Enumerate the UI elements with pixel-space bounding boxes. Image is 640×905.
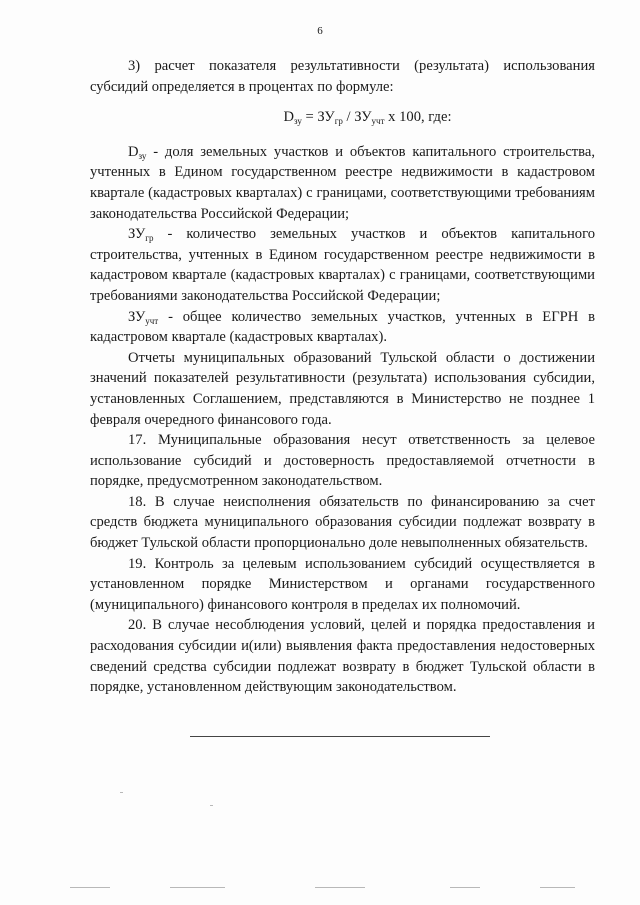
- definition-symbol-sub: гр: [145, 233, 154, 244]
- definition-symbol: ЗУ: [128, 226, 146, 243]
- scan-artifact: [540, 887, 575, 888]
- document-body: [90, 56, 595, 698]
- formula-rhs: x 100, где:: [384, 109, 452, 126]
- definition-symbol-sub: зу: [138, 150, 147, 161]
- scan-artifact: [170, 887, 225, 888]
- paragraph-20: 20. В случае несоблюдения условий, целей и порядка предоставления и расходования субсидии и(или) выявления факта предоставления недостоверных сведений средства субсидии подлежат возврату в бюджет Тульской области в порядке, установленном действующим законодательством.: [90, 617, 595, 696]
- page-number: 6: [317, 25, 323, 37]
- definition-zu-ucht: [90, 307, 595, 348]
- scan-artifact: [210, 805, 213, 806]
- definition-text: - количество земельных участков и объектов капитального строительства, учтенных в Едином государственном реестре недвижимости в кадастровом квартале (кадастровых кварталах) с границами, соответствующими требованиями законодательства Российской Федерации;: [90, 226, 595, 304]
- paragraph-19: 19. Контроль за целевым использованием субсидий осуществляется в установленном порядке Министерством и органами государственного (муниципального) финансового контроля в пределах их полномочий.: [90, 555, 595, 613]
- paragraph-18: 18. В случае неисполнения обязательств по финансированию за счет средств бюджета муниципального образования субсидии подлежат возврату в бюджет Тульской области пропорционально доле невыполненных обязательств.: [90, 493, 595, 552]
- scan-artifact: [70, 887, 110, 888]
- scan-artifact: [450, 887, 480, 888]
- reports-paragraph: Отчеты муниципальных образований Тульской области о достижении значений показателей результативности (результата) использования субсидии, установленных Соглашением, представляются в Министерство не позднее 1 февраля очередного финансового года.: [90, 349, 595, 428]
- definition-symbol: ЗУ: [128, 308, 146, 325]
- item-3-intro: 3) расчет показателя результативности (результата) использования субсидий определяется в процентах по формуле:: [90, 58, 595, 95]
- closing-separator-line: [190, 736, 490, 737]
- scan-artifact: [120, 792, 123, 793]
- definition-symbol: D: [128, 143, 139, 160]
- formula-mid: / ЗУ: [342, 109, 372, 126]
- formula-sub-ucht: учт: [371, 116, 385, 127]
- definition-symbol-sub: учт: [145, 315, 159, 326]
- scan-artifact: [315, 887, 365, 888]
- definition-text: - общее количество земельных участков, учтенных в ЕГРН в кадастровом квартале (кадастровых кварталах).: [90, 308, 595, 346]
- definition-dzu: [90, 142, 595, 224]
- formula-sub-gr: гр: [334, 116, 343, 127]
- definition-text: - доля земельных участков и объектов капитального строительства, учтенных в Едином государственном реестре недвижимости в кадастровом квартале (кадастровых кварталах) с границами, соответствующими требованиям законодательства Российской Федерации;: [90, 143, 595, 222]
- formula-lhs: D: [283, 109, 295, 126]
- definition-zu-gr: [90, 224, 595, 306]
- paragraph-17: 17. Муниципальные образования несут ответственность за целевое использование субсидий и достоверность предоставляемой отчетности в порядке, предусмотренном законодательством.: [90, 432, 595, 490]
- formula-eq: = ЗУ: [301, 109, 335, 126]
- formula-lhs-sub: зу: [294, 116, 302, 127]
- formula: [90, 107, 595, 128]
